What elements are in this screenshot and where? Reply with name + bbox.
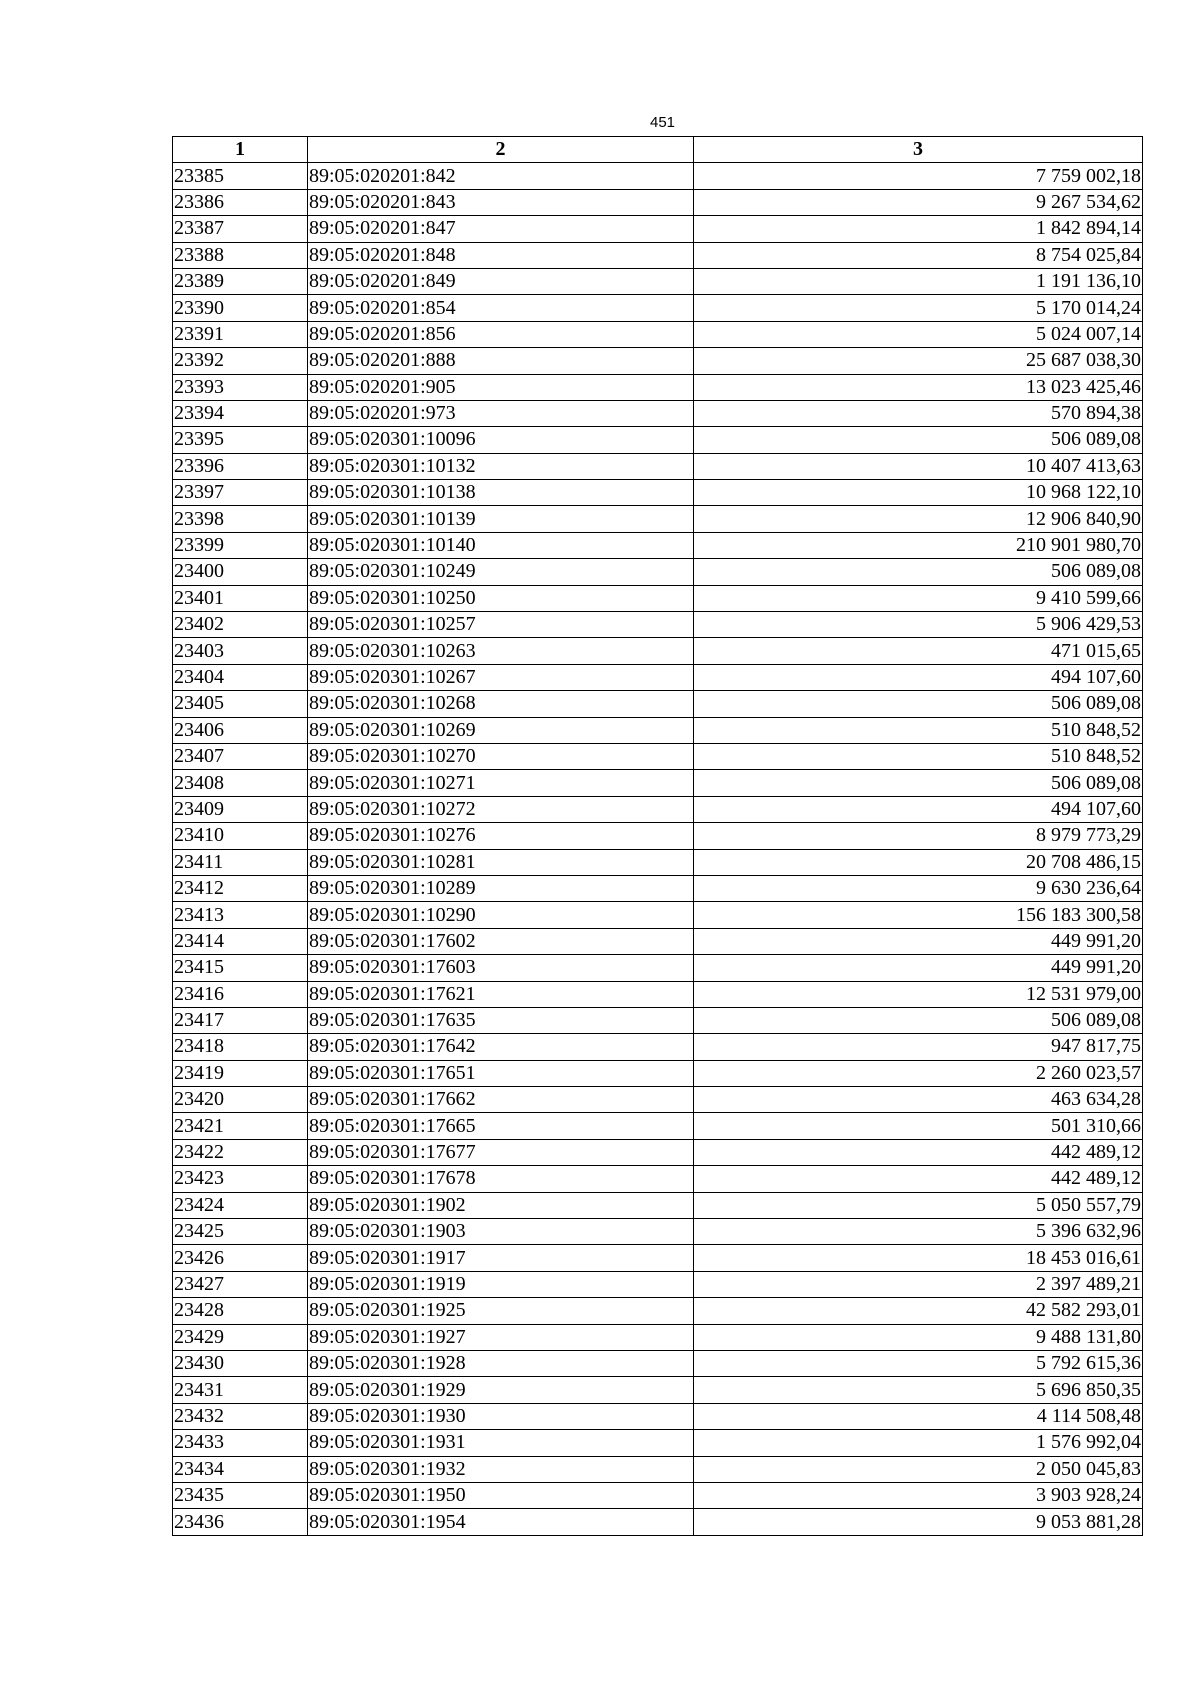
row-number-cell: 23433 bbox=[173, 1430, 308, 1456]
row-number-cell: 23408 bbox=[173, 770, 308, 796]
cadastral-number-cell: 89:05:020301:17603 bbox=[308, 955, 694, 981]
value-cell: 506 089,08 bbox=[694, 559, 1143, 585]
table-row bbox=[173, 559, 1143, 585]
row-number-cell: 23400 bbox=[173, 559, 308, 585]
table-row bbox=[173, 1034, 1143, 1060]
row-number-cell: 23405 bbox=[173, 691, 308, 717]
cadastral-number-cell: 89:05:020301:17678 bbox=[308, 1166, 694, 1192]
table-row bbox=[173, 1482, 1143, 1508]
value-cell: 42 582 293,01 bbox=[694, 1298, 1143, 1324]
cadastral-number-cell: 89:05:020301:17621 bbox=[308, 981, 694, 1007]
table-row bbox=[173, 585, 1143, 611]
table-row bbox=[173, 717, 1143, 743]
value-cell: 5 696 850,35 bbox=[694, 1377, 1143, 1403]
value-cell: 20 708 486,15 bbox=[694, 849, 1143, 875]
table-row bbox=[173, 216, 1143, 242]
column-header-2: 2 bbox=[308, 137, 694, 163]
cadastral-number-cell: 89:05:020301:10268 bbox=[308, 691, 694, 717]
table-row bbox=[173, 242, 1143, 268]
row-number-cell: 23395 bbox=[173, 427, 308, 453]
cadastral-number-cell: 89:05:020301:17665 bbox=[308, 1113, 694, 1139]
table-row bbox=[173, 268, 1143, 294]
row-number-cell: 23390 bbox=[173, 295, 308, 321]
value-cell: 5 050 557,79 bbox=[694, 1192, 1143, 1218]
row-number-cell: 23394 bbox=[173, 400, 308, 426]
cadastral-number-cell: 89:05:020301:10267 bbox=[308, 664, 694, 690]
row-number-cell: 23418 bbox=[173, 1034, 308, 1060]
row-number-cell: 23435 bbox=[173, 1482, 308, 1508]
cadastral-number-cell: 89:05:020301:1919 bbox=[308, 1271, 694, 1297]
row-number-cell: 23436 bbox=[173, 1509, 308, 1535]
value-cell: 506 089,08 bbox=[694, 770, 1143, 796]
table-row bbox=[173, 612, 1143, 638]
cadastral-number-cell: 89:05:020301:10289 bbox=[308, 875, 694, 901]
table-row bbox=[173, 453, 1143, 479]
table-row bbox=[173, 1166, 1143, 1192]
value-cell: 506 089,08 bbox=[694, 1007, 1143, 1033]
value-cell: 156 183 300,58 bbox=[694, 902, 1143, 928]
row-number-cell: 23413 bbox=[173, 902, 308, 928]
value-cell: 9 053 881,28 bbox=[694, 1509, 1143, 1535]
row-number-cell: 23430 bbox=[173, 1350, 308, 1376]
value-cell: 9 488 131,80 bbox=[694, 1324, 1143, 1350]
value-cell: 494 107,60 bbox=[694, 664, 1143, 690]
table-row bbox=[173, 427, 1143, 453]
value-cell: 7 759 002,18 bbox=[694, 163, 1143, 189]
row-number-cell: 23396 bbox=[173, 453, 308, 479]
row-number-cell: 23419 bbox=[173, 1060, 308, 1086]
cadastral-number-cell: 89:05:020301:10140 bbox=[308, 532, 694, 558]
row-number-cell: 23415 bbox=[173, 955, 308, 981]
value-cell: 2 050 045,83 bbox=[694, 1456, 1143, 1482]
cadastral-number-cell: 89:05:020301:1929 bbox=[308, 1377, 694, 1403]
row-number-cell: 23410 bbox=[173, 823, 308, 849]
table-row bbox=[173, 348, 1143, 374]
value-cell: 1 191 136,10 bbox=[694, 268, 1143, 294]
row-number-cell: 23402 bbox=[173, 612, 308, 638]
value-cell: 10 407 413,63 bbox=[694, 453, 1143, 479]
row-number-cell: 23425 bbox=[173, 1219, 308, 1245]
cadastral-number-cell: 89:05:020301:10272 bbox=[308, 796, 694, 822]
value-cell: 510 848,52 bbox=[694, 743, 1143, 769]
row-number-cell: 23411 bbox=[173, 849, 308, 875]
row-number-cell: 23401 bbox=[173, 585, 308, 611]
value-cell: 501 310,66 bbox=[694, 1113, 1143, 1139]
value-cell: 3 903 928,24 bbox=[694, 1482, 1143, 1508]
table-header-row bbox=[173, 137, 1143, 163]
value-cell: 12 906 840,90 bbox=[694, 506, 1143, 532]
value-cell: 449 991,20 bbox=[694, 928, 1143, 954]
cadastral-number-cell: 89:05:020301:17677 bbox=[308, 1139, 694, 1165]
table-row bbox=[173, 1456, 1143, 1482]
table-row bbox=[173, 1271, 1143, 1297]
table-row bbox=[173, 638, 1143, 664]
table-row bbox=[173, 1087, 1143, 1113]
table-row bbox=[173, 400, 1143, 426]
row-number-cell: 23386 bbox=[173, 189, 308, 215]
cadastral-number-cell: 89:05:020301:10270 bbox=[308, 743, 694, 769]
value-cell: 1 576 992,04 bbox=[694, 1430, 1143, 1456]
table-row bbox=[173, 163, 1143, 189]
cadastral-number-cell: 89:05:020301:10139 bbox=[308, 506, 694, 532]
row-number-cell: 23403 bbox=[173, 638, 308, 664]
value-cell: 12 531 979,00 bbox=[694, 981, 1143, 1007]
table-body bbox=[173, 163, 1143, 1535]
table-row bbox=[173, 1377, 1143, 1403]
cadastral-number-cell: 89:05:020301:1902 bbox=[308, 1192, 694, 1218]
row-number-cell: 23392 bbox=[173, 348, 308, 374]
cadastral-number-cell: 89:05:020301:10138 bbox=[308, 480, 694, 506]
value-cell: 471 015,65 bbox=[694, 638, 1143, 664]
cadastral-number-cell: 89:05:020301:10271 bbox=[308, 770, 694, 796]
value-cell: 1 842 894,14 bbox=[694, 216, 1143, 242]
row-number-cell: 23393 bbox=[173, 374, 308, 400]
value-cell: 9 267 534,62 bbox=[694, 189, 1143, 215]
row-number-cell: 23407 bbox=[173, 743, 308, 769]
table-row bbox=[173, 1403, 1143, 1429]
cadastral-number-cell: 89:05:020301:10132 bbox=[308, 453, 694, 479]
cadastral-number-cell: 89:05:020201:856 bbox=[308, 321, 694, 347]
cadastral-number-cell: 89:05:020301:1917 bbox=[308, 1245, 694, 1271]
table-row bbox=[173, 849, 1143, 875]
value-cell: 570 894,38 bbox=[694, 400, 1143, 426]
value-cell: 25 687 038,30 bbox=[694, 348, 1143, 374]
table-row bbox=[173, 480, 1143, 506]
row-number-cell: 23432 bbox=[173, 1403, 308, 1429]
row-number-cell: 23427 bbox=[173, 1271, 308, 1297]
table-row bbox=[173, 321, 1143, 347]
table-row bbox=[173, 1298, 1143, 1324]
cadastral-number-cell: 89:05:020301:1903 bbox=[308, 1219, 694, 1245]
table-row bbox=[173, 1430, 1143, 1456]
table-row bbox=[173, 506, 1143, 532]
cadastral-value-table bbox=[172, 136, 1143, 1536]
cadastral-number-cell: 89:05:020301:10276 bbox=[308, 823, 694, 849]
table-row bbox=[173, 1324, 1143, 1350]
row-number-cell: 23406 bbox=[173, 717, 308, 743]
value-cell: 5 024 007,14 bbox=[694, 321, 1143, 347]
cadastral-number-cell: 89:05:020301:17602 bbox=[308, 928, 694, 954]
cadastral-number-cell: 89:05:020201:849 bbox=[308, 268, 694, 294]
value-cell: 10 968 122,10 bbox=[694, 480, 1143, 506]
cadastral-number-cell: 89:05:020301:17635 bbox=[308, 1007, 694, 1033]
row-number-cell: 23404 bbox=[173, 664, 308, 690]
cadastral-number-cell: 89:05:020301:10096 bbox=[308, 427, 694, 453]
row-number-cell: 23428 bbox=[173, 1298, 308, 1324]
value-cell: 5 170 014,24 bbox=[694, 295, 1143, 321]
value-cell: 449 991,20 bbox=[694, 955, 1143, 981]
row-number-cell: 23387 bbox=[173, 216, 308, 242]
table-row bbox=[173, 743, 1143, 769]
value-cell: 5 396 632,96 bbox=[694, 1219, 1143, 1245]
row-number-cell: 23429 bbox=[173, 1324, 308, 1350]
value-cell: 442 489,12 bbox=[694, 1139, 1143, 1165]
row-number-cell: 23423 bbox=[173, 1166, 308, 1192]
row-number-cell: 23420 bbox=[173, 1087, 308, 1113]
cadastral-number-cell: 89:05:020301:10257 bbox=[308, 612, 694, 638]
value-cell: 442 489,12 bbox=[694, 1166, 1143, 1192]
cadastral-number-cell: 89:05:020301:1925 bbox=[308, 1298, 694, 1324]
cadastral-number-cell: 89:05:020201:854 bbox=[308, 295, 694, 321]
value-cell: 8 754 025,84 bbox=[694, 242, 1143, 268]
value-cell: 506 089,08 bbox=[694, 427, 1143, 453]
cadastral-number-cell: 89:05:020301:1930 bbox=[308, 1403, 694, 1429]
cadastral-number-cell: 89:05:020301:1950 bbox=[308, 1482, 694, 1508]
table-row bbox=[173, 691, 1143, 717]
row-number-cell: 23398 bbox=[173, 506, 308, 532]
value-cell: 4 114 508,48 bbox=[694, 1403, 1143, 1429]
table-row bbox=[173, 1007, 1143, 1033]
row-number-cell: 23399 bbox=[173, 532, 308, 558]
value-cell: 5 906 429,53 bbox=[694, 612, 1143, 638]
value-cell: 506 089,08 bbox=[694, 691, 1143, 717]
table-row bbox=[173, 532, 1143, 558]
row-number-cell: 23409 bbox=[173, 796, 308, 822]
table-row bbox=[173, 1219, 1143, 1245]
value-cell: 18 453 016,61 bbox=[694, 1245, 1143, 1271]
cadastral-number-cell: 89:05:020301:10250 bbox=[308, 585, 694, 611]
table-row bbox=[173, 1139, 1143, 1165]
table-row bbox=[173, 875, 1143, 901]
table-row bbox=[173, 189, 1143, 215]
row-number-cell: 23431 bbox=[173, 1377, 308, 1403]
value-cell: 463 634,28 bbox=[694, 1087, 1143, 1113]
value-cell: 494 107,60 bbox=[694, 796, 1143, 822]
value-cell: 5 792 615,36 bbox=[694, 1350, 1143, 1376]
table-row bbox=[173, 1060, 1143, 1086]
cadastral-number-cell: 89:05:020301:17651 bbox=[308, 1060, 694, 1086]
cadastral-number-cell: 89:05:020301:10269 bbox=[308, 717, 694, 743]
row-number-cell: 23422 bbox=[173, 1139, 308, 1165]
value-cell: 9 630 236,64 bbox=[694, 875, 1143, 901]
cadastral-number-cell: 89:05:020301:10290 bbox=[308, 902, 694, 928]
row-number-cell: 23388 bbox=[173, 242, 308, 268]
cadastral-number-cell: 89:05:020301:17662 bbox=[308, 1087, 694, 1113]
table-row bbox=[173, 823, 1143, 849]
table-row bbox=[173, 981, 1143, 1007]
value-cell: 210 901 980,70 bbox=[694, 532, 1143, 558]
cadastral-number-cell: 89:05:020301:10281 bbox=[308, 849, 694, 875]
table-row bbox=[173, 295, 1143, 321]
value-cell: 2 397 489,21 bbox=[694, 1271, 1143, 1297]
column-header-1: 1 bbox=[173, 137, 308, 163]
cadastral-number-cell: 89:05:020301:1928 bbox=[308, 1350, 694, 1376]
cadastral-number-cell: 89:05:020301:10263 bbox=[308, 638, 694, 664]
table-row bbox=[173, 770, 1143, 796]
table-row bbox=[173, 1245, 1143, 1271]
cadastral-number-cell: 89:05:020301:1932 bbox=[308, 1456, 694, 1482]
value-cell: 510 848,52 bbox=[694, 717, 1143, 743]
table-row bbox=[173, 928, 1143, 954]
table-row bbox=[173, 955, 1143, 981]
cadastral-number-cell: 89:05:020201:888 bbox=[308, 348, 694, 374]
value-cell: 2 260 023,57 bbox=[694, 1060, 1143, 1086]
table-row bbox=[173, 664, 1143, 690]
cadastral-number-cell: 89:05:020301:1927 bbox=[308, 1324, 694, 1350]
value-cell: 13 023 425,46 bbox=[694, 374, 1143, 400]
value-cell: 947 817,75 bbox=[694, 1034, 1143, 1060]
cadastral-number-cell: 89:05:020301:17642 bbox=[308, 1034, 694, 1060]
row-number-cell: 23412 bbox=[173, 875, 308, 901]
value-cell: 8 979 773,29 bbox=[694, 823, 1143, 849]
row-number-cell: 23389 bbox=[173, 268, 308, 294]
column-header-3: 3 bbox=[694, 137, 1143, 163]
cadastral-number-cell: 89:05:020201:973 bbox=[308, 400, 694, 426]
row-number-cell: 23417 bbox=[173, 1007, 308, 1033]
cadastral-number-cell: 89:05:020301:10249 bbox=[308, 559, 694, 585]
cadastral-number-cell: 89:05:020201:842 bbox=[308, 163, 694, 189]
row-number-cell: 23391 bbox=[173, 321, 308, 347]
cadastral-number-cell: 89:05:020201:905 bbox=[308, 374, 694, 400]
cadastral-number-cell: 89:05:020301:1954 bbox=[308, 1509, 694, 1535]
row-number-cell: 23434 bbox=[173, 1456, 308, 1482]
row-number-cell: 23414 bbox=[173, 928, 308, 954]
cadastral-number-cell: 89:05:020201:843 bbox=[308, 189, 694, 215]
row-number-cell: 23424 bbox=[173, 1192, 308, 1218]
cadastral-number-cell: 89:05:020201:848 bbox=[308, 242, 694, 268]
cadastral-number-cell: 89:05:020301:1931 bbox=[308, 1430, 694, 1456]
row-number-cell: 23416 bbox=[173, 981, 308, 1007]
table-row bbox=[173, 374, 1143, 400]
row-number-cell: 23426 bbox=[173, 1245, 308, 1271]
cadastral-number-cell: 89:05:020201:847 bbox=[308, 216, 694, 242]
row-number-cell: 23385 bbox=[173, 163, 308, 189]
row-number-cell: 23397 bbox=[173, 480, 308, 506]
table-row bbox=[173, 1192, 1143, 1218]
page-number: 451 bbox=[649, 114, 676, 131]
table-row bbox=[173, 902, 1143, 928]
table-row bbox=[173, 1509, 1143, 1535]
table-row bbox=[173, 1113, 1143, 1139]
table-row bbox=[173, 796, 1143, 822]
row-number-cell: 23421 bbox=[173, 1113, 308, 1139]
table-row bbox=[173, 1350, 1143, 1376]
value-cell: 9 410 599,66 bbox=[694, 585, 1143, 611]
